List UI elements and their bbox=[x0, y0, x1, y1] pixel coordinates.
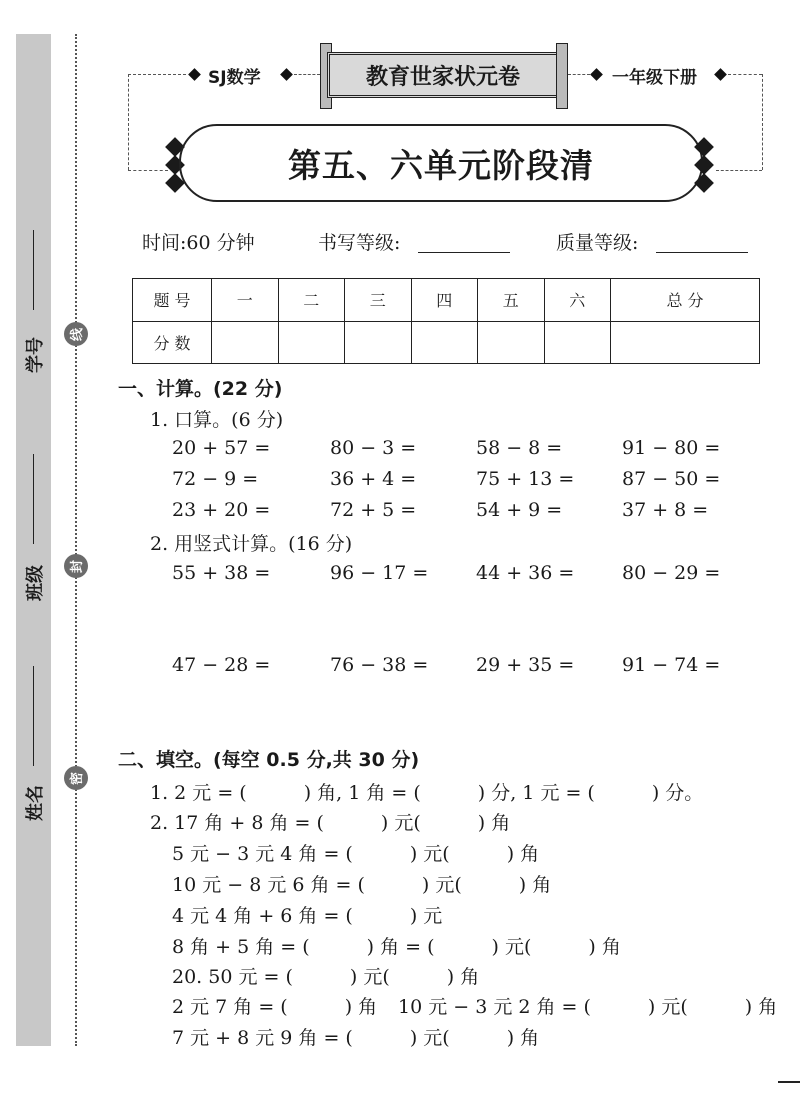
fill-line: 2 元 7 角 = ( ) 角 bbox=[172, 996, 378, 1018]
scroll-end-right bbox=[556, 43, 568, 109]
table-cell: 六 bbox=[544, 279, 611, 322]
fill-line: 10 元 − 3 元 2 角 = ( ) 元( ) 角 bbox=[398, 996, 778, 1018]
class-blank bbox=[33, 454, 34, 544]
math-item: 72 + 5 = bbox=[330, 499, 417, 521]
section1-title: 一、计算。(22 分) bbox=[118, 378, 283, 400]
table-cell: 一 bbox=[212, 279, 279, 322]
table-cell: 总 分 bbox=[611, 279, 760, 322]
subject-tag: SJ数学 bbox=[208, 68, 261, 88]
table-cell: 三 bbox=[345, 279, 412, 322]
math-item: 87 − 50 = bbox=[622, 468, 721, 490]
header-dash-right-bottom bbox=[716, 170, 762, 171]
math-item: 72 − 9 = bbox=[172, 468, 259, 490]
score-blank[interactable] bbox=[411, 321, 478, 364]
math-item: 80 − 3 = bbox=[330, 437, 417, 459]
header-dash-left bbox=[128, 74, 186, 75]
score-blank[interactable] bbox=[611, 321, 760, 364]
math-item: 44 + 36 = bbox=[476, 562, 575, 584]
header-dash-left-bottom bbox=[128, 170, 168, 171]
student-no-label: 学号 bbox=[25, 337, 46, 373]
score-blank[interactable] bbox=[544, 321, 611, 364]
q1-title: 1. 口算。(6 分) bbox=[150, 409, 284, 431]
name-label: 姓名 bbox=[25, 785, 46, 821]
writing-grade-blank bbox=[418, 252, 510, 253]
math-item: 80 − 29 = bbox=[622, 562, 721, 584]
math-item: 75 + 13 = bbox=[476, 468, 575, 490]
fill-line: 1. 2 元 = ( ) 角, 1 角 = ( ) 分, 1 元 = ( ) 分。 bbox=[150, 782, 704, 804]
page-corner-mark bbox=[778, 1081, 800, 1083]
table-cell: 五 bbox=[478, 279, 545, 322]
table-cell: 二 bbox=[278, 279, 345, 322]
exam-time: 时间:60 分钟 bbox=[142, 232, 255, 254]
section2-title: 二、填空。(每空 0.5 分,共 30 分) bbox=[118, 749, 420, 771]
fill-line: 2. 17 角 + 8 角 = ( ) 元( ) 角 bbox=[150, 812, 511, 834]
grade-tag: 一年级下册 bbox=[612, 68, 697, 88]
class-label: 班级 bbox=[25, 565, 46, 601]
fill-line: 7 元 + 8 元 9 角 = ( ) 元( ) 角 bbox=[172, 1027, 540, 1049]
math-item: 91 − 74 = bbox=[622, 654, 721, 676]
fill-line: 20. 50 元 = ( ) 元( ) 角 bbox=[172, 966, 480, 988]
fill-line: 10 元 − 8 元 6 角 = ( ) 元( ) 角 bbox=[172, 874, 552, 896]
diamond-icon bbox=[590, 68, 603, 81]
name-blank bbox=[33, 666, 34, 766]
quality-grade-label: 质量等级: bbox=[556, 232, 639, 254]
math-item: 58 − 8 = bbox=[476, 437, 563, 459]
score-table bbox=[132, 278, 760, 364]
math-item: 37 + 8 = bbox=[622, 499, 709, 521]
seal-seal: 封 bbox=[64, 554, 88, 578]
seal-line: 线 bbox=[64, 322, 88, 346]
fill-line: 5 元 − 3 元 4 角 = ( ) 元( ) 角 bbox=[172, 843, 540, 865]
math-item: 29 + 35 = bbox=[476, 654, 575, 676]
header-dash-right bbox=[728, 74, 762, 75]
exam-series-title: 教育世家状元卷 bbox=[327, 52, 559, 98]
header-vdash-left bbox=[128, 74, 129, 170]
cut-dotted-line bbox=[75, 34, 77, 1046]
diamond-icon bbox=[280, 68, 293, 81]
header-vdash-right bbox=[762, 74, 763, 170]
seal-secret: 密 bbox=[64, 766, 88, 790]
math-item: 76 − 38 = bbox=[330, 654, 429, 676]
header-dash bbox=[568, 74, 590, 75]
table-cell: 四 bbox=[411, 279, 478, 322]
fill-line: 4 元 4 角 + 6 角 = ( ) 元 bbox=[172, 905, 443, 927]
score-table-score-row bbox=[133, 321, 760, 364]
writing-grade-label: 书写等级: bbox=[318, 232, 401, 254]
diamond-icon bbox=[188, 68, 201, 81]
score-blank[interactable] bbox=[478, 321, 545, 364]
table-cell: 分 数 bbox=[133, 321, 212, 364]
score-blank[interactable] bbox=[345, 321, 412, 364]
score-blank[interactable] bbox=[278, 321, 345, 364]
diamond-icon bbox=[714, 68, 727, 81]
math-item: 47 − 28 = bbox=[172, 654, 271, 676]
student-no-blank bbox=[33, 230, 34, 310]
table-cell: 题 号 bbox=[133, 279, 212, 322]
math-item: 20 + 57 = bbox=[172, 437, 271, 459]
math-item: 23 + 20 = bbox=[172, 499, 271, 521]
math-item: 36 + 4 = bbox=[330, 468, 417, 490]
score-table-header-row bbox=[133, 279, 760, 322]
page-title: 第五、六单元阶段清 bbox=[179, 124, 703, 202]
header-dash bbox=[294, 74, 320, 75]
math-item: 55 + 38 = bbox=[172, 562, 271, 584]
q2-title: 2. 用竖式计算。(16 分) bbox=[150, 533, 353, 555]
math-item: 96 − 17 = bbox=[330, 562, 429, 584]
quality-grade-blank bbox=[656, 252, 748, 253]
math-item: 54 + 9 = bbox=[476, 499, 563, 521]
fill-line: 8 角 + 5 角 = ( ) 角 = ( ) 元( ) 角 bbox=[172, 936, 621, 958]
math-item: 91 − 80 = bbox=[622, 437, 721, 459]
score-blank[interactable] bbox=[212, 321, 279, 364]
